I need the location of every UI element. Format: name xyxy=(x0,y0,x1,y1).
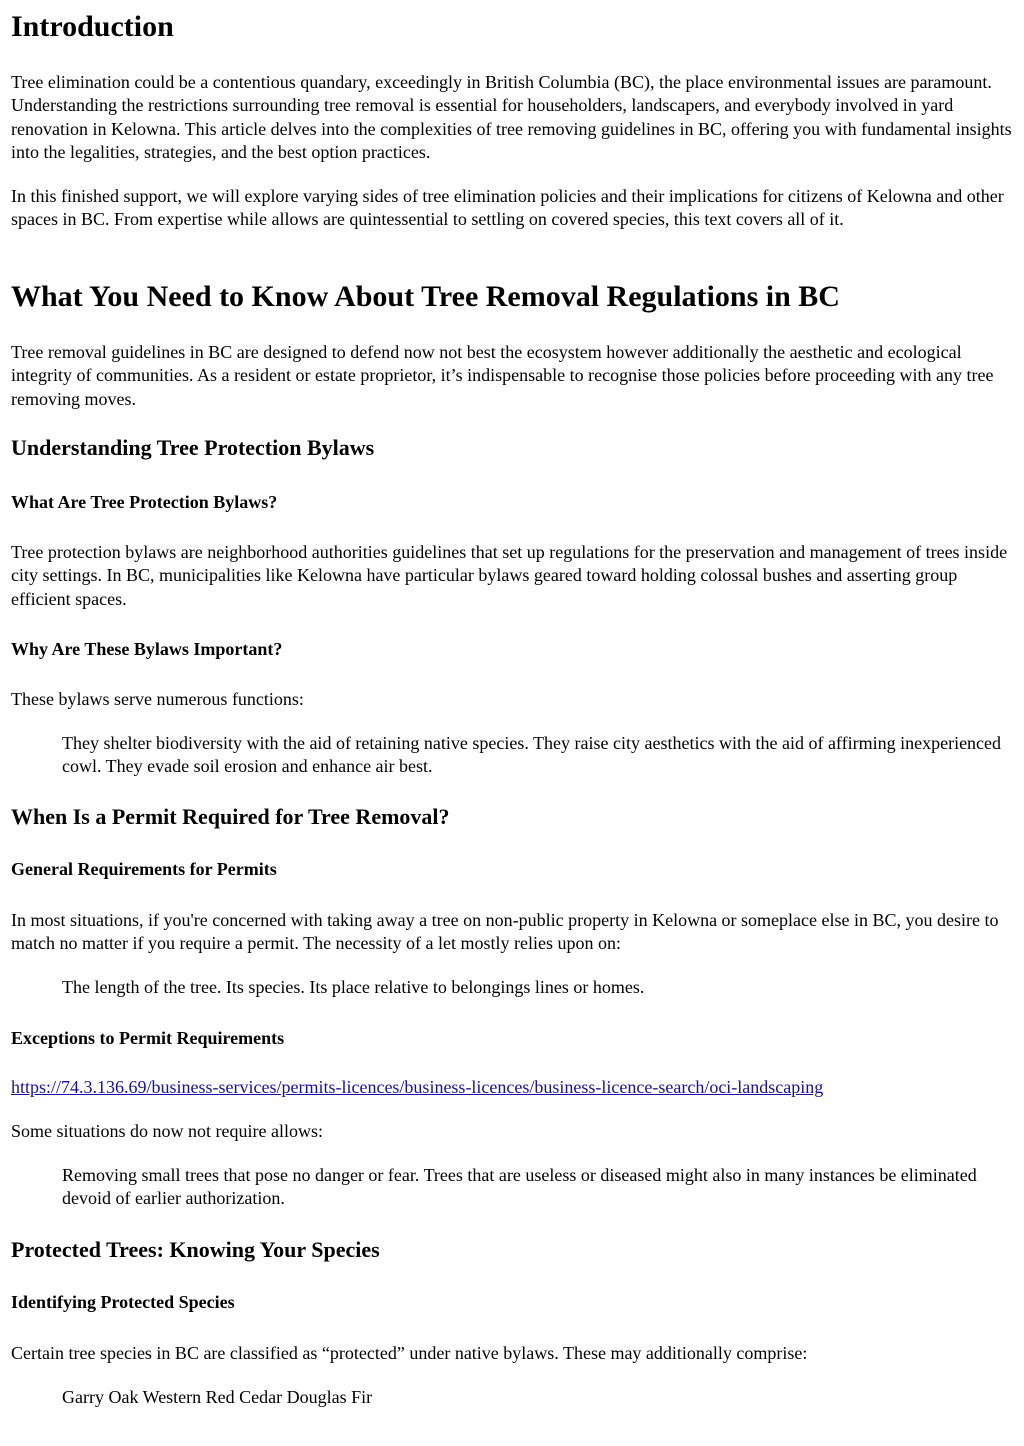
landscaping-link[interactable]: https://74.3.136.69/business-services/permits-licences/business-licences/business-licence-search/oci-landscaping xyxy=(11,1077,824,1097)
permit-heading: When Is a Permit Required for Tree Removal? xyxy=(11,804,450,829)
general-requirements-heading: General Requirements for Permits xyxy=(11,859,277,879)
why-bylaws-paragraph: These bylaws serve numerous functions: xyxy=(11,689,304,709)
why-bylaws-list: They shelter biodiversity with the aid of retaining native species. They raise city aesthetics with the aid of affirming inexperienced cowl. They evade soil erosion and enhance air best. xyxy=(62,733,1002,777)
protected-trees-heading: Protected Trees: Knowing Your Species xyxy=(11,1237,380,1262)
bylaws-heading: Understanding Tree Protection Bylaws xyxy=(11,435,375,460)
regulations-heading: What You Need to Know About Tree Removal Regulations in BC xyxy=(11,280,840,313)
identifying-species-heading: Identifying Protected Species xyxy=(11,1292,235,1312)
what-bylaws-paragraph: Tree protection bylaws are neighborhood authorities guidelines that set up regulations for the preservation and management of trees inside city settings. In BC, municipalities like Kelowna have particular bylaws geared toward holding colossal bushes and asserting group efficient spaces. xyxy=(11,542,1008,609)
protected-species-list: Garry Oak Western Red Cedar Douglas Fir xyxy=(62,1387,373,1407)
intro-paragraph-2: In this finished support, we will explore varying sides of tree elimination policies and their implications for citizens of Kelowna and other spaces in BC. From expertise while allows are quintessential to settling on covered species, this text covers all of it. xyxy=(11,186,1004,230)
intro-paragraph-1: Tree elimination could be a contentious quandary, exceedingly in British Columbia (BC), the place environmental issues are paramount. Understanding the restrictions surrounding tree removal is essential for householders, landscapers, and everybody involved in yard renovation in Kelowna. This article delves into the complexities of tree removing guidelines in BC, offering you with fundamental insights into the legalities, strategies, and the best option practices. xyxy=(11,72,1012,163)
why-bylaws-heading: Why Are These Bylaws Important? xyxy=(11,639,283,659)
exceptions-paragraph: Some situations do now not require allows: xyxy=(11,1121,323,1141)
intro-heading: Introduction xyxy=(11,10,174,43)
general-requirements-paragraph: In most situations, if you're concerned with taking away a tree on non-public property in Kelowna or someplace else in BC, you desire to match no matter if you require a permit. The necessity of a let mostly relies upon on: xyxy=(11,910,999,954)
identifying-species-paragraph: Certain tree species in BC are classified as “protected” under native bylaws. These may additionally comprise: xyxy=(11,1343,808,1363)
exceptions-heading: Exceptions to Permit Requirements xyxy=(11,1028,285,1048)
landscaping-link-container xyxy=(11,1076,1013,1099)
regulations-paragraph: Tree removal guidelines in BC are designed to defend now not best the ecosystem however additionally the aesthetic and ecological integrity of communities. As a resident or estate proprietor, it’s indispensable to recognise those policies before proceeding with any tree removing moves. xyxy=(11,342,994,409)
general-requirements-list: The length of the tree. Its species. Its place relative to belongings lines or homes. xyxy=(62,977,645,997)
what-bylaws-heading: What Are Tree Protection Bylaws? xyxy=(11,492,278,512)
exceptions-list: Removing small trees that pose no danger or fear. Trees that are useless or diseased might also in many instances be eliminated devoid of earlier authorization. xyxy=(62,1165,977,1209)
